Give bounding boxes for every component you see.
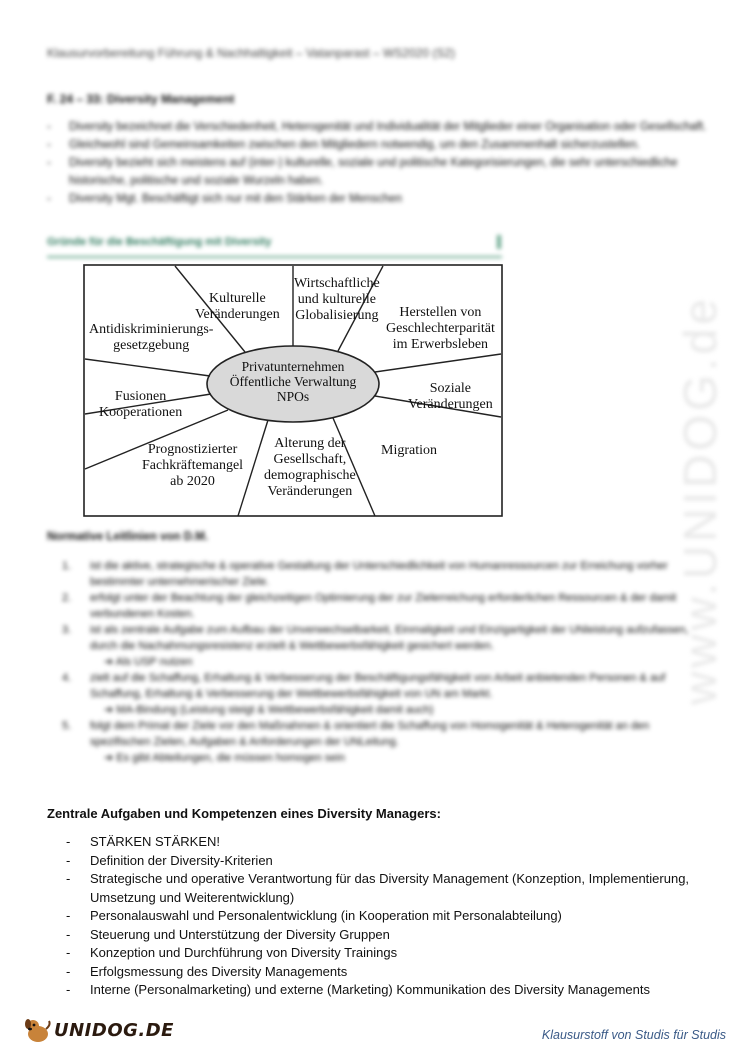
task-item: - Konzeption und Durchführung von Diversity Trainings — [66, 944, 706, 963]
normative-title: Normative Leitlinien von D.M. — [47, 531, 209, 543]
normative-text: ist die aktive, strategische & operative Gestaltung der Unterschiedlichkeit von Humanressourcen zur Erreichung vorher bestimmter unternehmerischer Ziele. — [90, 560, 668, 588]
normative-text: zielt auf die Schaffung, Erhaltung & Verbesserung der Beschäftigungsfähigkeit von Arbeit anbietenden Personen & auf Schaffung, Erhaltung & Verbesserung der Wettbewerbsfähigkeit von UN am Markt. — [90, 672, 666, 700]
normative-text: folgt dem Primat der Ziele vor den Maßnahmen & orientiert die Schaffung von Homogenität & Heterogenität an den spezifischen Zielen, Aufgaben & Anforderungen der UNLeitung. — [90, 720, 650, 748]
normative-number: 3. — [62, 624, 72, 636]
normative-subpoint: ➔ MA-Bindung (Leistung steigt & Wettbewerbsfähigkeit damit auch) — [90, 702, 712, 718]
normative-text: erfolgt unter der Beachtung der gleichzeitigen Optimierung der zur Zielerreichung erforderlichen Ressourcen & der damit verbundenen Kosten. — [90, 592, 677, 620]
normative-item — [62, 590, 712, 622]
intro-bullet: - Gleichwohl sind Gemeinsamkeiten zwischen den Mitgliedern notwendig, um den Zusammenhalt sicherzustellen. — [47, 136, 707, 154]
watermark: www.UNIDOG.de — [674, 295, 726, 705]
page-header: Klausurvorbereitung Führung & Nachhaltigkeit – Vatanparast – WS2020 (S2) — [47, 46, 456, 60]
diagram-center-label: Privatunternehmen Öffentliche Verwaltung NPOs — [229, 359, 357, 404]
normative-subpoint: ➔ Als USP nutzen — [90, 654, 712, 670]
section-title: F. 24 – 33: Diversity Management — [47, 92, 235, 106]
task-item: - Steuerung und Unterstützung der Diversity Gruppen — [66, 926, 706, 945]
footer-tagline: Klausurstoff von Studis für Studis — [541, 1028, 726, 1042]
dog-icon — [22, 1015, 52, 1045]
label-antidiskriminierung: Antidiskriminierungs- gesetzgebung — [89, 322, 214, 353]
tasks-title: Zentrale Aufgaben und Kompetenzen eines Diversity Managers: — [47, 806, 441, 821]
normative-number: 1. — [62, 560, 72, 572]
label-fusionen-kooperationen: Fusionen Kooperationen — [99, 389, 183, 420]
task-item: - Erfolgsmessung des Diversity Managements — [66, 963, 706, 982]
normative-list — [62, 558, 712, 766]
intro-bullet: - Diversity bezieht sich meistens auf (inter-) kulturelle, soziale und politische Kategorisierungen, die sehr unterschiedliche historische, politische und soziale Wurzeln haben. — [47, 154, 707, 190]
normative-item — [62, 558, 712, 590]
normative-number: 4. — [62, 672, 72, 684]
intro-bullet: - Diversity bezeichnet die Verschiedenheit, Heterogenität und Individualität der Mitglieder einer Organisation oder Gesellschaft. — [47, 118, 707, 136]
logo-text: UNIDOG.DE — [54, 1019, 174, 1041]
normative-text: ist als zentrale Aufgabe zum Aufbau der Unverwechselbarkeit, Einmaligkeit und Einzigartigkeit der UNleistung aufzufassen, durch die Nachahmungsresistenz erzielt & Wettbewerbsfähigkeit gesichert werden. — [90, 624, 689, 652]
reasons-heading: Gründe für die Beschäftigung mit Diversity — [47, 236, 502, 258]
intro-bullet-list — [47, 118, 707, 208]
task-item: - Personalauswahl und Personalentwicklung (in Kooperation mit Personalabteilung) — [66, 907, 706, 926]
normative-number: 2. — [62, 592, 72, 604]
label-wirtschaftliche-globalisierung: Wirtschaftliche und kulturelle Globalisierung — [294, 276, 380, 323]
diversity-reasons-diagram — [83, 264, 503, 517]
normative-item — [62, 622, 712, 670]
normative-item — [62, 718, 712, 766]
heading-marker — [497, 235, 501, 249]
task-item: - Definition der Diversity-Kriterien — [66, 852, 706, 871]
tasks-list — [66, 833, 706, 1000]
task-item: - Strategische und operative Verantwortung für das Diversity Management (Konzeption, Implementierung, Umsetzung und Weiterentwicklung) — [66, 870, 706, 907]
intro-bullet: - Diversity Mgt. Beschäftigt sich nur mit den Stärken der Menschen — [47, 190, 707, 208]
label-kulturelle-veraenderungen: Kulturelle Veränderungen — [195, 291, 280, 322]
normative-item — [62, 670, 712, 718]
normative-number: 5. — [62, 720, 72, 732]
unidog-logo — [22, 1012, 174, 1048]
label-fachkraeftemangel: Prognostizierter Fachkräftemangel ab 2020 — [142, 442, 244, 489]
label-migration: Migration — [381, 443, 437, 458]
task-item: - Interne (Personalmarketing) und externe (Marketing) Kommunikation des Diversity Managements — [66, 981, 706, 1000]
label-alterung-gesellschaft: Alterung der Gesellschaft, demographische Veränderungen — [264, 436, 356, 499]
task-item: - STÄRKEN STÄRKEN! — [66, 833, 706, 852]
label-geschlechterparitaet: Herstellen von Geschlechterparität im Erwerbsleben — [386, 305, 495, 352]
label-soziale-veraenderungen: Soziale Veränderungen — [408, 381, 493, 412]
normative-subpoint: ➔ Es gibt Abteilungen, die müssen homogen sein — [90, 750, 712, 766]
